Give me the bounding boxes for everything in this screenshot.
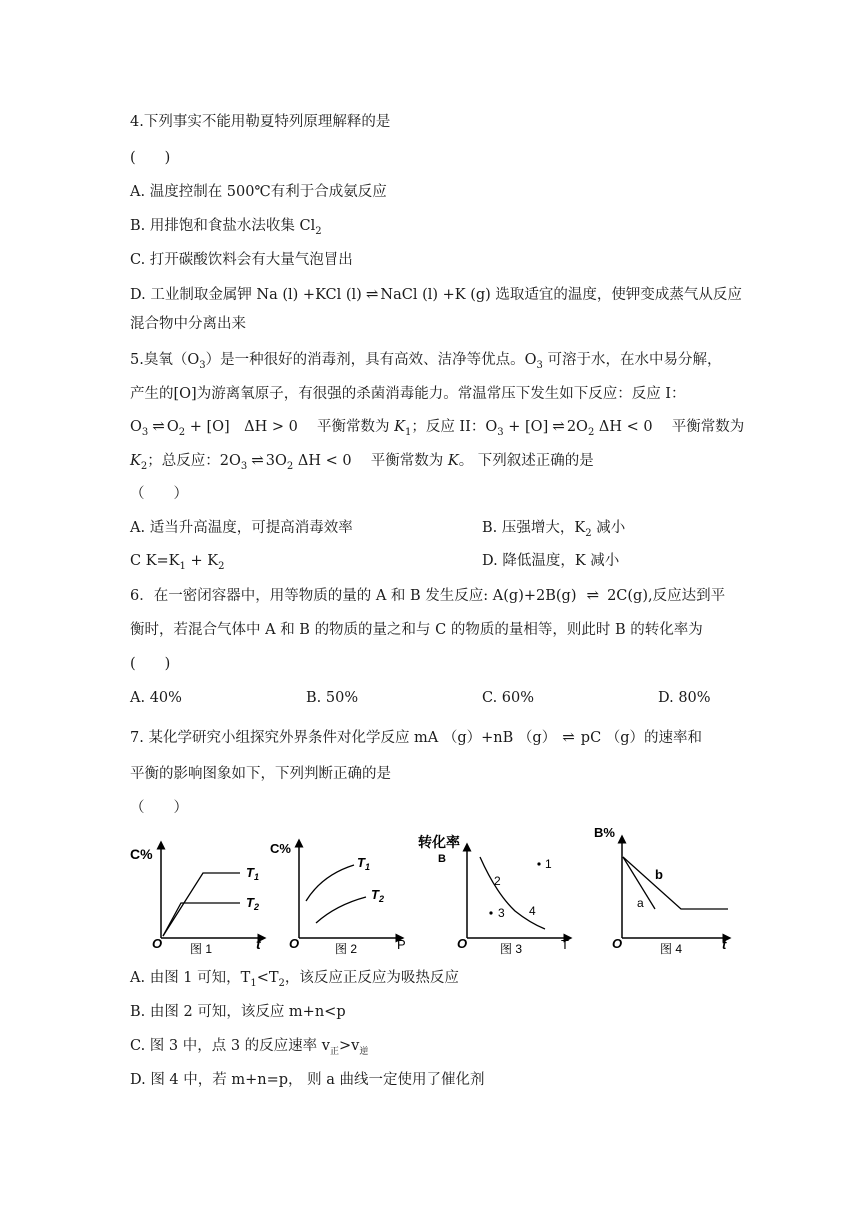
text: C. 图 3 中，点 3 的反应速率 v — [130, 1038, 330, 1054]
text: ）是一种很好的消毒剂，具有高效、洁净等优点。O — [205, 352, 537, 368]
q5-line-2: 产生的[O]为游离氧原子，有很强的杀菌消毒能力。常温常压下发生如下反应：反应 I： — [130, 386, 686, 402]
q7-answer-bracket: （ ） — [130, 800, 188, 816]
q4-option-d-text-2: NaCl (l) +K (g) 选取适宜的温度，使钾变成蒸气从反应 — [380, 287, 742, 303]
fig4-caption: 图 4 — [660, 942, 683, 956]
q6-option-b: B. 50% — [306, 690, 359, 706]
q4-stem: 4.下列事实不能用勒夏特列原理解释的是 — [130, 114, 391, 130]
k1-symbol: K — [394, 419, 405, 435]
fig1-t1-label: $T_1$ — [246, 865, 259, 882]
fig3-point-2-label: 2 — [494, 874, 501, 888]
fig2-curve-t2 — [316, 897, 366, 923]
fig4-ylabel: B% — [594, 825, 615, 840]
text: + [O] ΔH > 0 平衡常数为 — [185, 419, 395, 435]
fig1-curve-t2 — [163, 903, 240, 936]
fig4-origin: O — [612, 936, 623, 951]
text: ，该反应正反应为吸热反应 — [284, 970, 459, 986]
q6-line-2: 衡时，若混合气体中 A 和 B 的物质的量之和与 C 的物质的量相等，则此时 B 的转化率为 — [130, 622, 703, 638]
q6-option-d: D. 80% — [658, 690, 711, 706]
subscript: 3 — [240, 460, 248, 472]
q5-option-d: D. 降低温度，K 减小 — [482, 553, 620, 569]
text: B. 压强增大，K — [482, 520, 586, 536]
q5-option-a: A. 适当升高温度，可提高消毒效率 — [130, 520, 353, 536]
text: O — [166, 419, 179, 435]
text: ；总反应：2O — [147, 453, 241, 469]
subscript: 2 — [315, 225, 322, 237]
text: 可溶于水，在水中易分解， — [542, 352, 722, 368]
figure-2 — [270, 841, 406, 956]
fig2-t1-label: $T_1$ — [357, 855, 370, 872]
q4-option-a: A. 温度控制在 500℃有利于合成氨反应 — [130, 184, 387, 200]
subscript: 正 — [329, 1046, 339, 1057]
fig3-point-4-label: 4 — [529, 904, 536, 918]
subscript: 3 — [536, 359, 543, 371]
text: 5.臭氧（O — [130, 352, 200, 368]
k-symbol: K — [447, 453, 459, 469]
subscript: 2 — [140, 460, 148, 472]
text: + K — [185, 553, 219, 569]
text: 减小 — [591, 520, 626, 536]
q7-line-2: 平衡的影响图象如下，下列判断正确的是 — [130, 766, 391, 782]
q5-answer-bracket: （ ） — [130, 486, 188, 502]
subscript: 1 — [404, 426, 412, 438]
q4-option-d-text: D. 工业制取金属钾 Na (l) +KCl (l) — [130, 287, 362, 303]
k2-symbol: K — [130, 453, 141, 469]
fig3-caption: 图 3 — [500, 942, 523, 956]
fig3-origin: O — [457, 936, 468, 951]
subscript: 1 — [179, 560, 186, 572]
q4-answer-bracket: ( ) — [130, 150, 171, 166]
fig1-xlabel: t — [256, 936, 261, 952]
text: ΔH < 0 平衡常数为 — [293, 453, 448, 469]
subscript: 2 — [286, 460, 294, 472]
subscript: 2 — [585, 527, 592, 539]
subscript: 3 — [141, 426, 149, 438]
q5-option-c — [130, 551, 224, 577]
q7-line-1 — [130, 727, 702, 748]
fig3-ylabel: 转化率 — [418, 834, 460, 850]
text: 2C(g),反应达到平 — [607, 588, 726, 604]
q4-option-d-cont: 混合物中分离出来 — [130, 316, 246, 332]
equilibrium-arrow-icon: ⇌ — [251, 451, 262, 469]
subscript: 1 — [250, 977, 257, 989]
fig2-xlabel: P — [397, 937, 406, 952]
q7-option-c — [130, 1036, 368, 1062]
equilibrium-arrow-icon: ⇌ — [365, 285, 377, 303]
figure-4 — [594, 825, 728, 956]
equilibrium-arrow-icon: ⇌ — [552, 417, 563, 435]
text: >v — [339, 1038, 360, 1054]
text: C K=K — [130, 553, 180, 569]
text: A. 由图 1 可知，T — [130, 970, 251, 986]
text: 3O — [265, 453, 287, 469]
fig4-xlabel: t — [722, 937, 727, 952]
fig2-caption: 图 2 — [335, 942, 358, 956]
fig1-origin: O — [152, 936, 163, 951]
figure-1 — [130, 845, 262, 956]
fig4-a-label: a — [637, 896, 644, 910]
q5-line-1 — [130, 350, 721, 376]
q4-option-d — [130, 284, 742, 305]
fig3-point-3 — [489, 911, 492, 914]
q5-line-4 — [130, 450, 594, 477]
subscript: 逆 — [359, 1046, 369, 1057]
q5-line-3 — [130, 416, 744, 443]
fig3-curve — [480, 857, 545, 929]
fig3-point-3-label: 3 — [498, 906, 505, 920]
equilibrium-arrow-icon: ⇌ — [586, 586, 598, 604]
fig1-caption: 图 1 — [190, 942, 213, 956]
text: ；反应 II：O — [411, 419, 498, 435]
subscript: 2 — [587, 426, 595, 438]
q5-option-b — [482, 518, 625, 544]
q6-option-c: C. 60% — [482, 690, 535, 706]
fig3-xlabel: T — [561, 937, 569, 952]
text: 2O — [566, 419, 588, 435]
fig1-t2-label: $T_2$ — [246, 895, 259, 912]
equilibrium-arrow-icon: ⇌ — [562, 728, 575, 746]
text: + [O] — [503, 419, 549, 435]
fig3-point-1-label: 1 — [545, 857, 552, 871]
q6-option-a: A. 40% — [130, 690, 182, 706]
equilibrium-arrow-icon: ⇌ — [152, 417, 163, 435]
fig1-curve-t1 — [163, 873, 240, 936]
fig4-b-label: b — [655, 867, 663, 882]
fig2-origin: O — [289, 936, 300, 951]
q7-option-b: B. 由图 2 可知，该反应 m+n<p — [130, 1004, 346, 1020]
subscript: 3 — [199, 359, 206, 371]
text: 6．在一密闭容器中，用等物质的量的 A 和 B 发生反应: A(g)+2B(g) — [130, 588, 577, 604]
text: 7. 某化学研究小组探究外界条件对化学反应 mA （g）+nB （g） — [130, 730, 557, 746]
q6-line-1 — [130, 585, 725, 606]
figures-strip — [0, 825, 860, 965]
subscript: 2 — [278, 977, 285, 989]
fig2-curve-t1 — [306, 865, 354, 901]
text: pC （g）的速率和 — [580, 730, 703, 746]
text: ΔH < 0 平衡常数为 — [594, 419, 745, 435]
subscript: 3 — [497, 426, 504, 438]
fig3-ylabel-b: B — [438, 853, 446, 865]
q6-answer-bracket: ( ) — [130, 656, 171, 672]
q4-option-b-text: B. 用排饱和食盐水法收集 Cl — [130, 218, 316, 234]
fig2-ylabel: C% — [270, 841, 291, 856]
fig3-point-1 — [537, 862, 540, 865]
text: O — [130, 419, 142, 435]
text: <T — [256, 970, 279, 986]
q7-option-a — [130, 968, 459, 994]
q4-option-c: C. 打开碳酸饮料会有大量气泡冒出 — [130, 252, 353, 268]
text: 。 下列叙述正确的是 — [458, 453, 594, 469]
q7-option-d: D. 图 4 中，若 m+n=p， 则 a 曲线一定使用了催化剂 — [130, 1072, 485, 1088]
figure-3 — [418, 834, 569, 956]
fig2-t2-label: $T_2$ — [371, 887, 384, 904]
fig1-ylabel: C% — [130, 846, 153, 862]
subscript: 2 — [178, 426, 186, 438]
q4-option-b — [130, 216, 322, 242]
subscript: 2 — [218, 560, 225, 572]
